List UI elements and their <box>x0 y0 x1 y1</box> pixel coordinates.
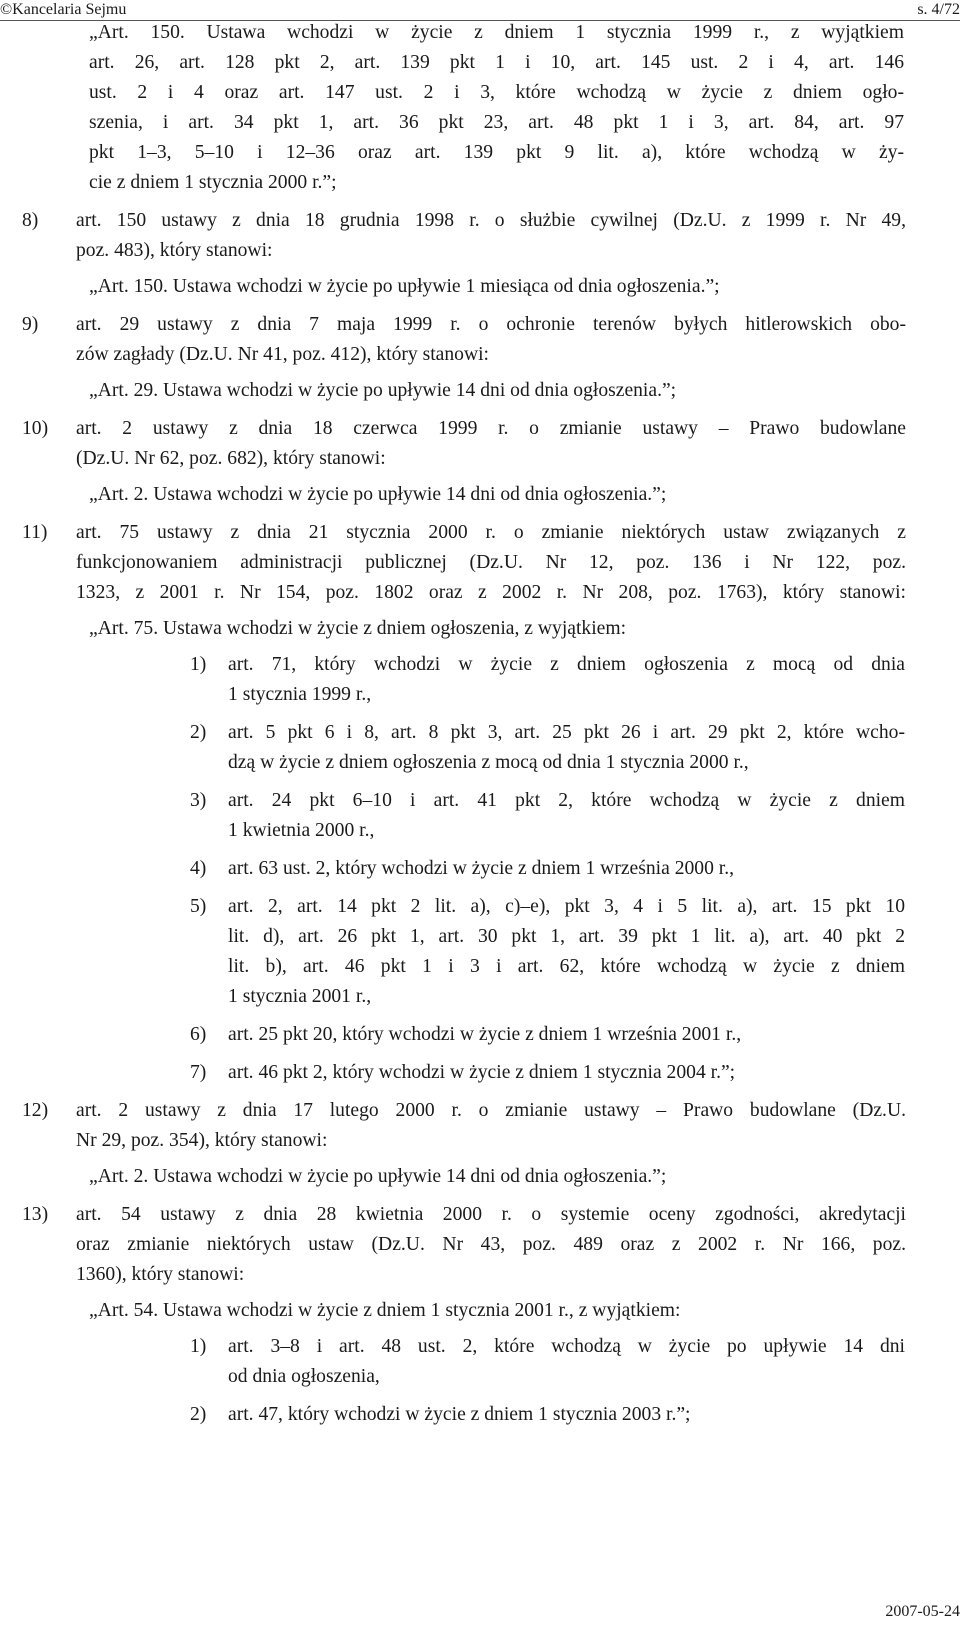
text-line: art. 2 ustawy z dnia 17 lutego 2000 r. o zmianie ustawy – Prawo budowlane (Dz.U. <box>76 1100 906 1121</box>
item-number: 10) <box>22 418 49 439</box>
text-line: 1 kwietnia 2000 r., <box>228 820 375 841</box>
quote-line: „Art. 150. Ustawa wchodzi w życie po upływie 1 miesiąca od dnia ogłoszenia.”; <box>89 276 720 297</box>
text-line: 1 stycznia 2001 r., <box>228 986 372 1007</box>
text-line: art. 24 pkt 6–10 i art. 41 pkt 2, które wchodzą w życie z dniem <box>228 790 905 811</box>
item-number: 8) <box>22 210 39 231</box>
quote-line: „Art. 2. Ustawa wchodzi w życie po upływie 14 dni od dnia ogłoszenia.”; <box>89 1166 667 1187</box>
text-line: art. 75 ustawy z dnia 21 stycznia 2000 r. o zmianie niektórych ustaw związanych z <box>76 522 906 543</box>
subitem-number: 6) <box>190 1024 207 1045</box>
quote-line: „Art. 29. Ustawa wchodzi w życie po upływie 14 dni od dnia ogłoszenia.”; <box>89 380 677 401</box>
text-line: funkcjonowaniem administracji publicznej (Dz.U. Nr 12, poz. 136 i Nr 122, poz. <box>76 552 906 573</box>
item-number: 11) <box>22 522 48 543</box>
subitem-number: 2) <box>190 1404 207 1425</box>
subitem-number: 2) <box>190 722 207 743</box>
text-line: art. 26, art. 128 pkt 2, art. 139 pkt 1 i 10, art. 145 ust. 2 i 4, art. 146 <box>89 52 904 73</box>
text-line: od dnia ogłoszenia, <box>228 1366 380 1387</box>
item-number: 13) <box>22 1204 49 1225</box>
text-line: art. 46 pkt 2, który wchodzi w życie z dniem 1 stycznia 2004 r.”; <box>228 1062 736 1083</box>
text-line: art. 71, który wchodzi w życie z dniem ogłoszenia z mocą od dnia <box>228 654 905 675</box>
text-line: art. 54 ustawy z dnia 28 kwietnia 2000 r. o systemie oceny zgodności, akredytacji <box>76 1204 906 1225</box>
quote-line: „Art. 2. Ustawa wchodzi w życie po upływie 14 dni od dnia ogłoszenia.”; <box>89 484 667 505</box>
item-number: 9) <box>22 314 39 335</box>
text-line: art. 2, art. 14 pkt 2 lit. a), c)–e), pkt 3, 4 i 5 lit. a), art. 15 pkt 10 <box>228 896 905 917</box>
text-line: art. 47, który wchodzi w życie z dniem 1 stycznia 2003 r.”; <box>228 1404 691 1425</box>
text-line: lit. d), art. 26 pkt 1, art. 30 pkt 1, art. 39 pkt 1 lit. a), art. 40 pkt 2 <box>228 926 905 947</box>
text-line: oraz zmianie niektórych ustaw (Dz.U. Nr 43, poz. 489 oraz z 2002 r. Nr 166, poz. <box>76 1234 906 1255</box>
text-line: art. 25 pkt 20, który wchodzi w życie z dniem 1 września 2001 r., <box>228 1024 742 1045</box>
quote-line: „Art. 54. Ustawa wchodzi w życie z dniem 1 stycznia 2001 r., z wyjątkiem: <box>89 1300 681 1321</box>
text-line: lit. b), art. 46 pkt 1 i 3 i art. 62, które wchodzą w życie z dniem <box>228 956 905 977</box>
text-line: „Art. 150. Ustawa wchodzi w życie z dniem 1 stycznia 1999 r., z wyjątkiem <box>89 22 904 43</box>
text-line: art. 5 pkt 6 i 8, art. 8 pkt 3, art. 25 pkt 26 i art. 29 pkt 2, które wcho- <box>228 722 905 743</box>
text-line: 1 stycznia 1999 r., <box>228 684 372 705</box>
header-page-number: s. 4/72 <box>917 1 960 18</box>
text-line: cie z dniem 1 stycznia 2000 r.”; <box>89 172 337 193</box>
text-line: zów zagłady (Dz.U. Nr 41, poz. 412), który stanowi: <box>76 344 489 365</box>
text-line: 1360), który stanowi: <box>76 1264 245 1285</box>
text-line: ust. 2 i 4 oraz art. 147 ust. 2 i 3, które wchodzą w życie z dniem ogło- <box>89 82 904 103</box>
text-line: art. 63 ust. 2, który wchodzi w życie z dniem 1 września 2000 r., <box>228 858 735 879</box>
text-line: art. 150 ustawy z dnia 18 grudnia 1998 r. o służbie cywilnej (Dz.U. z 1999 r. Nr 49, <box>76 210 906 231</box>
subitem-number: 3) <box>190 790 207 811</box>
subitem-number: 7) <box>190 1062 207 1083</box>
quote-line: „Art. 75. Ustawa wchodzi w życie z dniem ogłoszenia, z wyjątkiem: <box>89 618 627 639</box>
text-line: art. 29 ustawy z dnia 7 maja 1999 r. o ochronie terenów byłych hitlerowskich obo- <box>76 314 906 335</box>
text-line: szenia, i art. 34 pkt 1, art. 36 pkt 23, art. 48 pkt 1 i 3, art. 84, art. 97 <box>89 112 904 133</box>
text-line: pkt 1–3, 5–10 i 12–36 oraz art. 139 pkt 9 lit. a), które wchodzą w ży- <box>89 142 904 163</box>
item-number: 12) <box>22 1100 49 1121</box>
text-line: poz. 483), który stanowi: <box>76 240 273 261</box>
footer-date: 2007-05-24 <box>885 1603 960 1620</box>
header-source: ©Kancelaria Sejmu <box>0 1 127 18</box>
subitem-number: 1) <box>190 654 207 675</box>
subitem-number: 5) <box>190 896 207 917</box>
text-line: art. 3–8 i art. 48 ust. 2, które wchodzą w życie po upływie 14 dni <box>228 1336 905 1357</box>
text-line: art. 2 ustawy z dnia 18 czerwca 1999 r. o zmianie ustawy – Prawo budowlane <box>76 418 906 439</box>
text-line: Nr 29, poz. 354), który stanowi: <box>76 1130 328 1151</box>
subitem-number: 4) <box>190 858 207 879</box>
text-line: 1323, z 2001 r. Nr 154, poz. 1802 oraz z 2002 r. Nr 208, poz. 1763), który stanowi: <box>76 582 906 603</box>
subitem-number: 1) <box>190 1336 207 1357</box>
text-line: (Dz.U. Nr 62, poz. 682), który stanowi: <box>76 448 386 469</box>
text-line: dzą w życie z dniem ogłoszenia z mocą od dnia 1 stycznia 2000 r., <box>228 752 749 773</box>
